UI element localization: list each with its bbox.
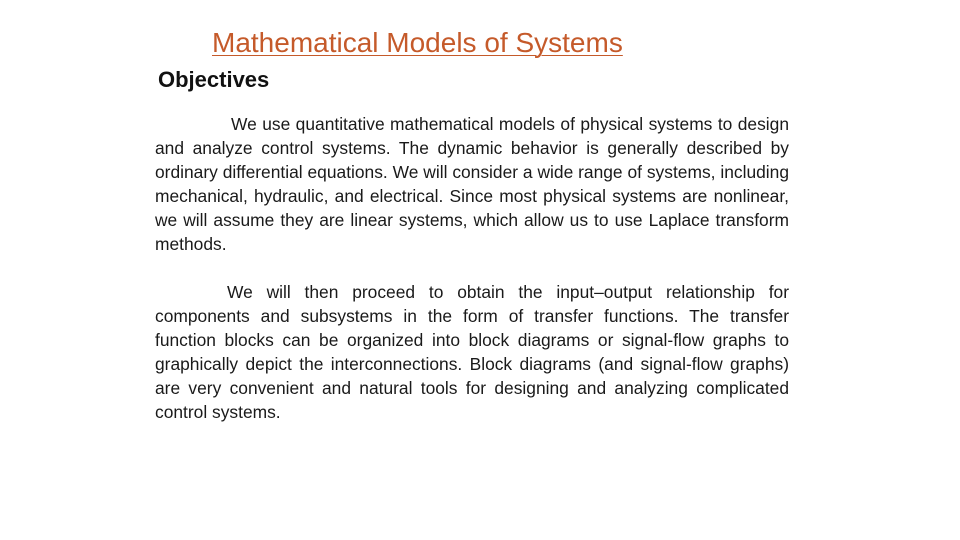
paragraph-objectives-1: We use quantitative mathematical models of physical systems to design and analyze control systems. The dynamic behavior is generally described by ordinary differential equations. We will consider a wide range of systems, including mechanical, hydraulic, and electrical. Since most physical systems are nonlinear, we will assume they are linear systems, which allow us to use Laplace transform methods. xyxy=(155,114,789,254)
section-heading: Objectives xyxy=(158,67,270,92)
paragraph-objectives-2: We will then proceed to obtain the input–output relationship for components and subsystems in the form of transfer functions. The transfer function blocks can be organized into block diagrams or signal-flow graphs to graphically depict the interconnections. Block diagrams (and signal-flow graphs) are very convenient and natural tools for designing and analyzing complicated control systems. xyxy=(155,282,789,422)
slide-title: Mathematical Models of Systems xyxy=(212,27,623,58)
